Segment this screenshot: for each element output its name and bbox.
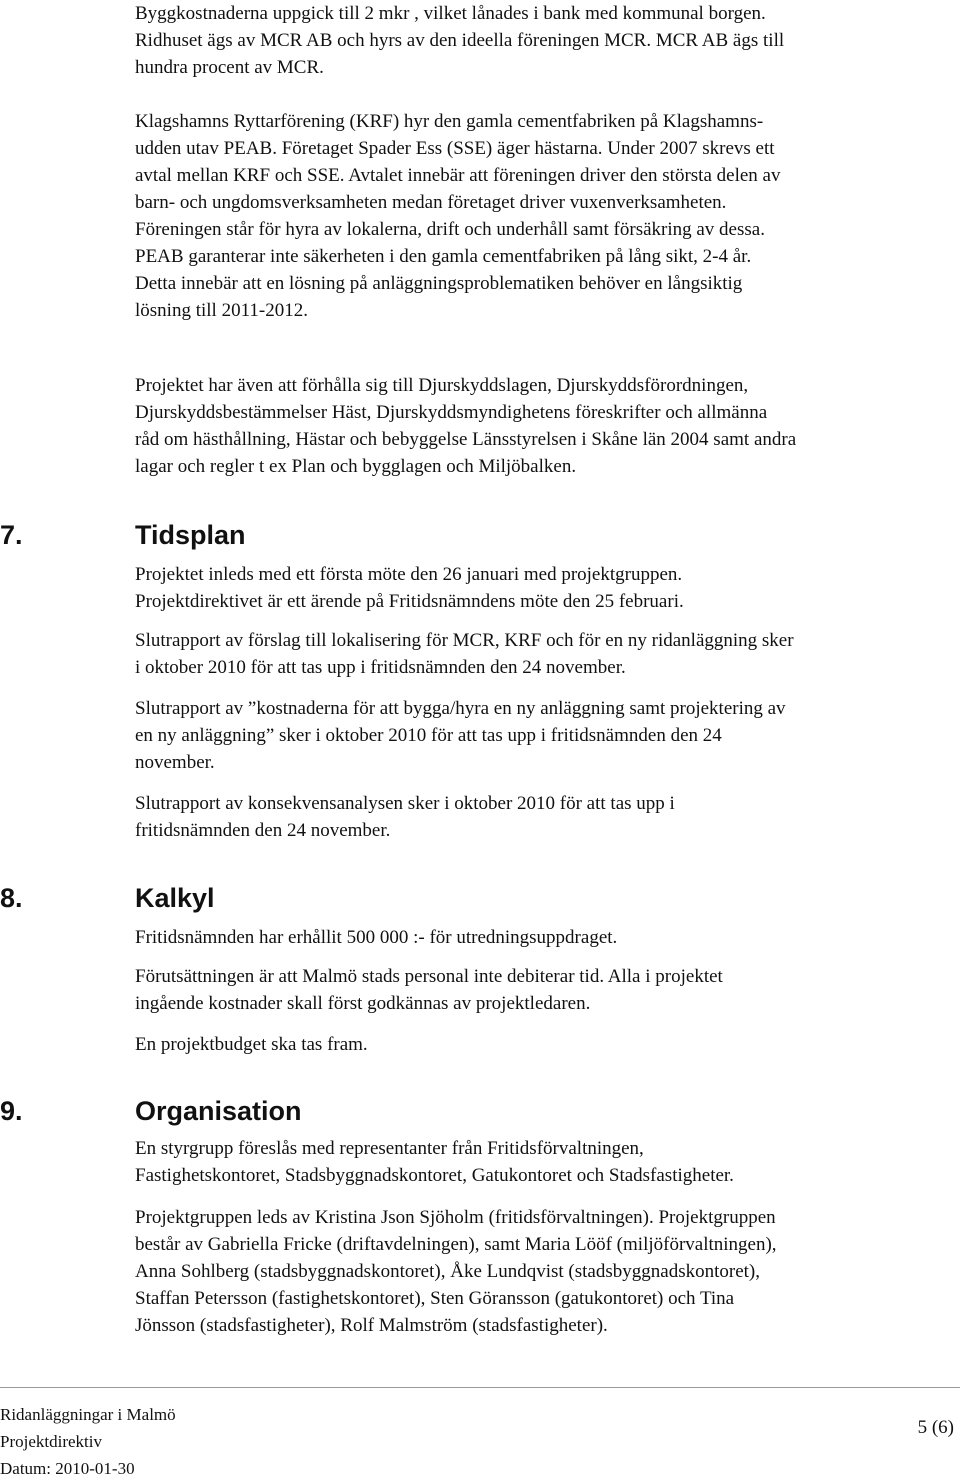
text-line: barn- och ungdomsverksamheten medan företaget driver vuxenverksamheten.	[135, 192, 727, 213]
text-line: ingående kostnader skall först godkännas av projektledaren.	[135, 993, 591, 1014]
text-line: Projektdirektivet är ett ärende på Fritidsnämndens möte den 25 februari.	[135, 591, 684, 612]
text-line: Staffan Petersson (fastighetskontoret), Sten Göransson (gatukontoret) och Tina	[135, 1288, 735, 1309]
paragraph-building-costs	[135, 0, 935, 81]
text-line: udden utav PEAB. Företaget Spader Ess (SSE) äger hästarna. Under 2007 skrevs ett	[135, 138, 775, 159]
text-line: i oktober 2010 för att tas upp i fritidsnämnden den 24 november.	[135, 657, 626, 678]
text-line: PEAB garanterar inte säkerheten i den gamla cementfabriken på lång sikt, 2-4 år.	[135, 246, 752, 267]
text-line: Klagshamns Ryttarförening (KRF) hyr den gamla cementfabriken på Klagshamns-	[135, 111, 764, 132]
text-line: En projektbudget ska tas fram.	[135, 1034, 368, 1055]
text-line: består av Gabriella Fricke (driftavdelningen), samt Maria Lööf (miljöförvaltningen),	[135, 1234, 777, 1255]
footer-date: Datum: 2010-01-30	[0, 1459, 135, 1478]
footer-document-type: Projektdirektiv	[0, 1432, 102, 1451]
paragraph-tidsplan-kostnader	[135, 695, 935, 776]
section-number: 7.	[0, 520, 23, 550]
text-line: november.	[135, 752, 215, 773]
text-line: Byggkostnaderna uppgick till 2 mkr , vilket lånades i bank med kommunal borgen.	[135, 3, 766, 24]
section-number: 8.	[0, 883, 23, 913]
paragraph-organisation-styrgrupp	[135, 1135, 935, 1189]
text-line: lagar och regler t ex Plan och bygglagen och Miljöbalken.	[135, 456, 577, 477]
text-line: fritidsnämnden den 24 november.	[135, 820, 391, 841]
text-line: Projektet inleds med ett första möte den 26 januari med projektgruppen.	[135, 564, 683, 585]
text-line: Föreningen står för hyra av lokalerna, drift och underhåll samt försäkring av dessa.	[135, 219, 765, 240]
text-line: Slutrapport av ”kostnaderna för att bygga/hyra en ny anläggning samt projektering av	[135, 698, 786, 719]
text-line: Fastighetskontoret, Stadsbyggnadskontoret, Gatukontoret och Stadsfastigheter.	[135, 1165, 734, 1186]
paragraph-kalkyl-projektbudget	[135, 1031, 935, 1058]
text-line: Projektet har även att förhålla sig till Djurskyddslagen, Djurskyddsförordningen,	[135, 375, 749, 396]
text-line: En styrgrupp föreslås med representanter från Fritidsförvaltningen,	[135, 1138, 644, 1159]
text-line: Anna Sohlberg (stadsbyggnadskontoret), Åke Lundqvist (stadsbyggnadskontoret),	[135, 1261, 760, 1282]
footer-document-title: Ridanläggningar i Malmö	[0, 1405, 176, 1424]
footer-info	[0, 1401, 176, 1482]
section-number: 9.	[0, 1096, 23, 1126]
text-line: Slutrapport av konsekvensanalysen sker i oktober 2010 för att tas upp i	[135, 793, 675, 814]
paragraph-regulations	[135, 372, 935, 480]
footer-divider	[0, 1387, 960, 1388]
text-line: avtal mellan KRF och SSE. Avtalet innebär att föreningen driver den största delen av	[135, 165, 781, 186]
page-number: 5 (6)	[917, 1417, 954, 1438]
paragraph-organisation-projektgrupp	[135, 1204, 935, 1339]
text-line: en ny anläggning” sker i oktober 2010 för att tas upp i fritidsnämnden den 24	[135, 725, 722, 746]
text-line: Projektgruppen leds av Kristina Json Sjöholm (fritidsförvaltningen). Projektgruppen	[135, 1207, 776, 1228]
paragraph-kalkyl-budget	[135, 924, 935, 951]
text-line: Fritidsnämnden har erhållit 500 000 :- för utredningsuppdraget.	[135, 927, 618, 948]
paragraph-tidsplan-konsekvens	[135, 790, 935, 844]
section-title: Organisation	[135, 1096, 302, 1126]
text-line: Djurskyddsbestämmelser Häst, Djurskyddsmyndighetens föreskrifter och allmänna	[135, 402, 768, 423]
text-line: Jönsson (stadsfastigheter), Rolf Malmström (stadsfastigheter).	[135, 1315, 608, 1336]
paragraph-tidsplan-lokalisering	[135, 627, 935, 681]
text-line: Förutsättningen är att Malmö stads personal inte debiterar tid. Alla i projektet	[135, 966, 723, 987]
text-line: Detta innebär att en lösning på anläggningsproblematiken behöver en långsiktig	[135, 273, 743, 294]
text-line: råd om hästhållning, Hästar och bebyggelse Länsstyrelsen i Skåne län 2004 samt andra	[135, 429, 797, 450]
text-line: Ridhuset ägs av MCR AB och hyrs av den ideella föreningen MCR. MCR AB ägs till	[135, 30, 785, 51]
paragraph-tidsplan-start	[135, 561, 935, 615]
section-title: Kalkyl	[135, 883, 215, 913]
paragraph-kalkyl-personal	[135, 963, 935, 1017]
text-line: hundra procent av MCR.	[135, 57, 324, 78]
text-line: Slutrapport av förslag till lokalisering för MCR, KRF och för en ny ridanläggning sker	[135, 630, 794, 651]
section-title: Tidsplan	[135, 520, 246, 550]
paragraph-krf	[135, 108, 935, 324]
text-line: lösning till 2011-2012.	[135, 300, 308, 321]
